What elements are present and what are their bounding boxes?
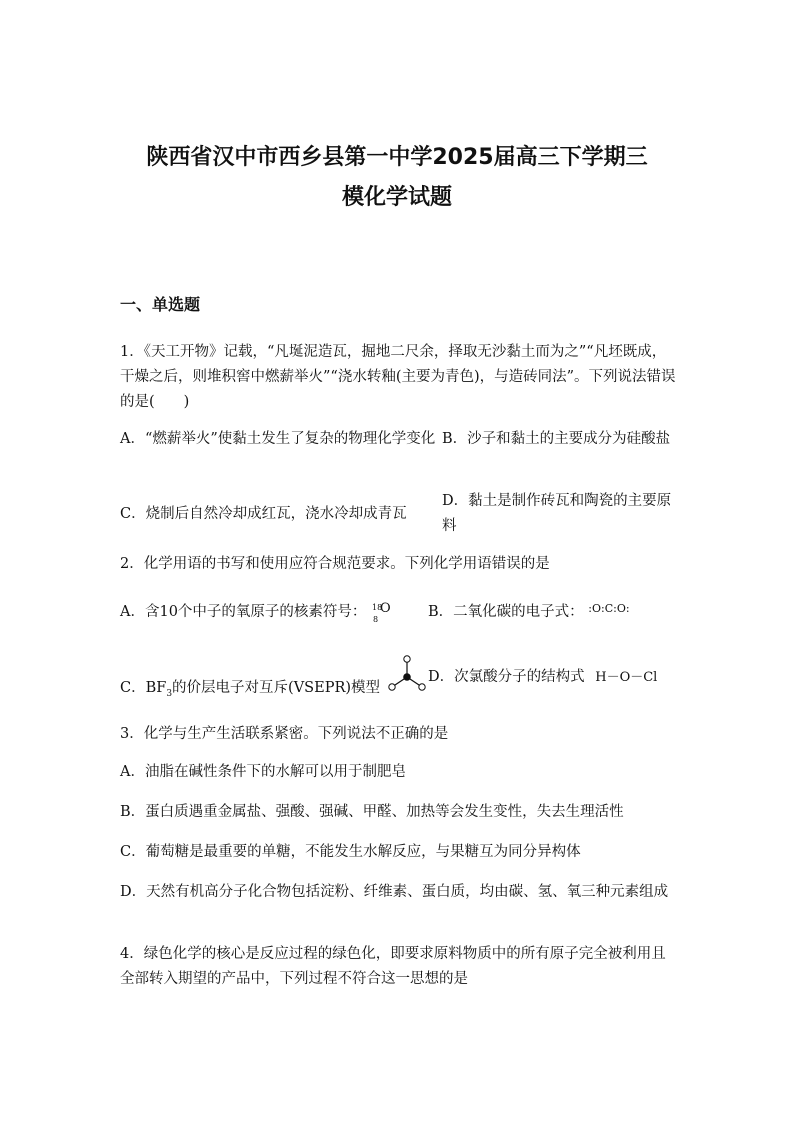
bf3-vsepr-model-figure — [386, 652, 428, 694]
hclo-structural-formula: H－O－Cl — [595, 670, 658, 685]
q2-stem: 2．化学用语的书写和使用应符合规范要求。下列化学用语错误的是 — [120, 556, 550, 572]
q3-stem: 3．化学与生产生活联系紧密。下列说法不正确的是 — [120, 726, 449, 742]
q3-option-d: D．天然有机高分子化合物包括淀粉、纤维素、蛋白质，均由碳、氢、氧三种元素组成 — [120, 884, 669, 900]
q3-option-a: A．油脂在碱性条件下的水解可以用于制肥皂 — [120, 764, 406, 780]
q3-option-b: B．蛋白质遇重金属盐、强酸、强碱、甲醛、加热等会发生变性，失去生理活性 — [120, 804, 624, 820]
q2-option-b-text: B．二氧化碳的电子式： — [428, 604, 584, 620]
q2-option-c-prefix: C．BF — [120, 680, 167, 696]
exam-title-line1: 陕西省汉中市西乡县第一中学2025届高三下学期三 — [146, 145, 648, 170]
q3-option-c: C．葡萄糖是最重要的单糖，不能发生水解反应，与果糖互为同分异构体 — [120, 844, 581, 860]
nuclide-atomic-number: 8 — [373, 615, 379, 624]
section-heading: 一、单选题 — [120, 295, 201, 314]
nuclide-symbol — [371, 597, 393, 624]
q2-option-c-suffix: 的价层电子对互斥(VSEPR)模型 — [172, 680, 381, 696]
q2-option-a — [120, 600, 420, 625]
q1-stem: 1．《天工开物》记载，“凡埏泥造瓦，掘地二尺余，择取无沙黏土而为之”“凡坯既成，干燥之后，则堆积窖中燃薪举火”“浇水转釉(主要为青色)，与造砖同法”。下列说法错误的是( ) — [120, 344, 676, 410]
nuclide-element: O — [380, 601, 391, 616]
q1-option-b: B．沙子和黏土的主要成分为硅酸盐 — [442, 431, 671, 447]
co2-electron-formula: :O:C:O: — [588, 602, 630, 615]
q2-option-c — [120, 676, 390, 707]
q2-option-d — [428, 665, 688, 690]
q4-stem: 4．绿色化学的核心是反应过程的绿色化，即要求原料物质中的所有原子完全被利用且全部转入期望的产品中，下列过程不符合这一思想的是 — [120, 946, 666, 987]
q2-option-b — [428, 600, 678, 625]
exam-title-line2: 模化学试题 — [341, 185, 452, 210]
nuclide-mass-number: 18 — [372, 603, 383, 612]
q1-option-c: C．烧制后自然冷却成红瓦，浇水冷却成青瓦 — [120, 506, 407, 522]
q2-option-d-text: D．次氯酸分子的结构式 — [428, 669, 585, 685]
q2-option-c-subscript: 3 — [166, 688, 173, 699]
q2-option-a-text: A．含10个中子的氧原子的核素符号： — [120, 604, 367, 620]
q1-option-d: D．黏土是制作砖瓦和陶瓷的主要原料 — [442, 493, 672, 534]
q1-option-a: A．“燃薪举火”使黏土发生了复杂的物理化学变化 — [120, 431, 436, 447]
